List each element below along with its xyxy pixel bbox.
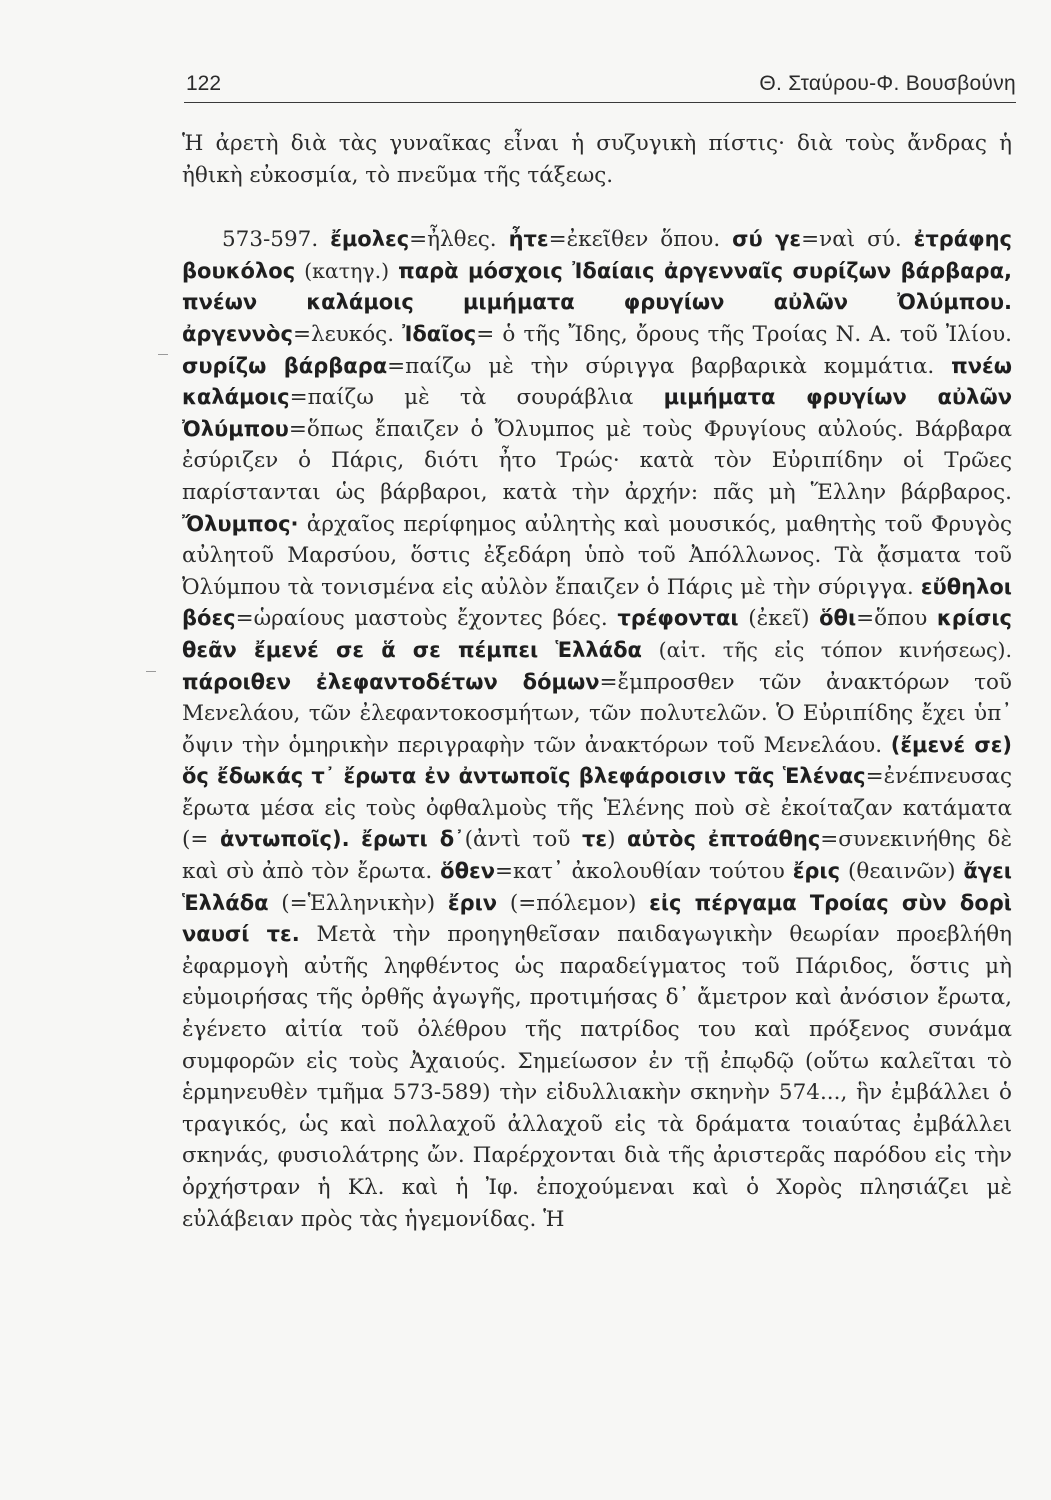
headword-othen: ὅθεν xyxy=(440,859,496,884)
headword-eroti: ἔρωτι δ᾿ xyxy=(361,827,465,852)
commentary-conclusion: Μετὰ τὴν προηγηθεῖσαν παιδαγωγικὴν θεωρίαν προεβλήθη ἐφαρμογὴ αὐτῆς ληφθέντος ὡς παραδείγματος τοῦ Πάριδος, ὅστις μὴ εὐμοιρήσας τῆς ὀρθῆς ἀγωγῆς, προτιμήσας δ᾿ ἄμετρον καὶ ἀνόσιον ἔρωτα, ἐγένετο αἰτία τοῦ ὀλέθρου τῆς πατρίδος του καὶ πρόξενος συνάμα συμφορῶν εἰς τοὺς Ἀχαιούς. Σημείωσον ἐν τῇ ἐπῳδῷ (οὕτω καλεῖται τὸ ἑρμηνευθὲν τμῆμα 573-589) τὴν εἰδυλλιακὴν σκηνὴν 574..., ἣν ἐμβάλλει ὁ τραγικός, ὡς καὶ πολλαχοῦ ἀλλαχοῦ εἰς τὰ δράματα τοιαύτας ἐμβάλλει σκηνάς, φυσιολάτρης ὤν. Παρέρχονται διὰ τῆς ἀριστερᾶς παρόδου εἰς τὴν ὀρχήστραν ἡ Κλ. καὶ ἡ Ἰφ. ἐποχούμεναι καὶ ὁ Χορὸς πλησιάζει μὲ εὐλάβειαν πρὸς τὰς ἡγεμονίδας. Ἡ xyxy=(182,922,1012,1232)
note-polemon: (=πόλεμον) xyxy=(509,890,637,916)
gloss-eutheloi: =ὡραίους μαστοὺς ἔχοντες βόες. xyxy=(235,606,608,632)
headword-paroithen: πάροιθεν ἐλεφαντοδέτων δόμων xyxy=(182,669,600,694)
headword-olympos: Ὄλυμπος· xyxy=(182,511,299,536)
note-kategorema: (κατηγ.) xyxy=(304,258,390,283)
note-ekei: (ἐκεῖ) xyxy=(748,606,810,632)
headword-idaios: Ἰδαῖος xyxy=(402,321,477,346)
headword-syrizo: συρίζω βάρβαρα xyxy=(182,353,388,378)
margin-mark xyxy=(158,354,168,355)
gloss-paroithen: =ἔμπροσθεν τῶν ἀνακτόρων τοῦ Μενελάου, τῶν ἐλεφαντοκοσμήτων, τῶν πολυτελῶν. Ὁ Εὐριπίδης ἔχει ὑπ᾿ ὄψιν τὴν ὁμηρικὴν περιγραφὴν τῶν ἀνακτόρων τοῦ Μενελάου. xyxy=(182,669,1012,758)
headword-edokas: (ἔμενέ σε) ὅς ἔδωκάς τ᾿ ἔρωτα ἐν ἀντωποῖς βλεφάροισιν τᾶς Ἑλένας xyxy=(182,732,1012,789)
headword-emoles: ἔμολες xyxy=(330,227,410,252)
gloss-othen: =κατ᾿ ἀκολουθίαν τούτου xyxy=(495,859,785,885)
gloss-olympos: ἀρχαῖος περίφημος αὐλητὴς καὶ μουσικός, μαθητὴς τοῦ Φρυγὸς αὐλητοῦ Μαρσύου, ὅστις ἐξεδάρη ὑπὸ τοῦ Ἀπόλλωνος. Τὰ ᾄσματα τοῦ Ὀλύμπου τὰ τονισμένα εἰς αὐλὸν ἔπαιζεν ὁ Πάρις μὲ τὴν σύριγγα. xyxy=(182,511,1012,600)
note-anti-tou: (ἀντὶ τοῦ xyxy=(464,827,571,853)
headword-etraphes: ἐτράφης βουκόλος xyxy=(182,227,1013,283)
page-header xyxy=(186,72,1016,102)
headword-te: τε xyxy=(581,827,608,852)
gloss-idaios: = ὁ τῆς Ἴδης, ὄρους τῆς Τροίας Ν. Α. τοῦ Ἰλίου. xyxy=(476,321,1012,347)
headword-trephontai: τρέφονται xyxy=(617,606,739,631)
headword-othi: ὅθι xyxy=(819,606,857,631)
headword-ete: ἦτε xyxy=(508,227,549,252)
headword-mimemata: μιμήματα φρυγίων αὐλῶν Ὀλύμπου xyxy=(182,385,1012,441)
commentary-text xyxy=(182,128,1012,1235)
note-ait: (αἰτ. τῆς εἰς τόπον κινήσεως). xyxy=(658,637,1012,662)
headword-erin: ἔριν xyxy=(447,890,498,915)
note-hellenikin: (=Ἑλληνικὴν) xyxy=(281,890,436,916)
verse-range: 573-597. xyxy=(222,227,319,253)
gloss-edokas: =ἐνέπνευσας ἔρωτα μέσα εἰς τοὺς ὀφθαλμοὺς τῆς Ἑλένης ποὺ σὲ ἐκοίταζαν κατάματα (= xyxy=(182,764,1012,853)
note-close-paren: ) xyxy=(607,827,616,853)
headword-antopois: ἀντωποῖς). xyxy=(219,827,350,852)
quotation-para-moschois: παρὰ μόσχοις Ἰδαίαις ἀργενναῖς συρίζων βάρβαρα, πνέων καλάμοις μιμήματα φρυγίων αὐλῶν Ὀλύμπου. xyxy=(182,258,1012,315)
headword-sy-ge: σύ γε xyxy=(732,227,802,252)
gloss-eptoathes: =συνεκινήθης δὲ καὶ σὺ ἀπὸ τὸν ἔρωτα. xyxy=(182,827,1012,885)
note-theainon: (θεαινῶν) xyxy=(847,859,956,885)
gloss-mimemata: =ὅπως ἔπαιζεν ὁ Ὄλυμπος μὲ τοὺς Φρυγίους αὐλούς. Βάρβαρα ἐσύριζεν ὁ Πάρις, διότι ἦτο Τρώς· κατὰ τὸν Εὐριπίδην οἱ Τρῶες παρίστανται ὡς βάρβαροι, κατὰ τὴν ἀρχήν: πᾶς μὴ Ἕλλην βάρβαρος. xyxy=(182,416,1012,505)
gloss-sy-ge: =ναὶ σύ. xyxy=(801,227,902,253)
gloss-emoles: =ἦλθες. xyxy=(409,227,497,253)
paragraph-commentary-573-597 xyxy=(182,224,1012,1235)
headword-eris: ἔρις xyxy=(792,859,841,884)
headword-krisis: κρίσις θεᾶν ἔμενέ σε ἅ σε πέμπει Ἑλλάδα xyxy=(182,606,1012,662)
running-title: Θ. Σταύρου-Φ. Βουσβούνη xyxy=(759,72,1016,95)
headword-eutheloi: εὔθηλοι βόες xyxy=(182,574,1012,631)
headword-eptoathes: αὐτὸς ἐπτοάθης xyxy=(627,827,821,852)
gloss-pneo: =παίζω μὲ τὰ σουράβλια xyxy=(289,385,634,411)
header-rule xyxy=(184,102,1016,103)
headword-pergama: εἰς πέργαμα Τροίας σὺν δορὶ ναυσί τε. xyxy=(182,890,1012,947)
gloss-othi: =ὅπου xyxy=(856,606,928,632)
gloss-syrizo: =παίζω μὲ τὴν σύριγγα βαρβαρικὰ κομμάτια. xyxy=(387,353,935,379)
headword-argennos: ἀργεννὸς xyxy=(182,321,293,346)
gloss-ete: =ἐκεῖθεν ὅπου. xyxy=(548,227,721,253)
gloss-argennos: =λευκός. xyxy=(292,321,395,347)
paragraph-virtue: Ἡ ἀρετὴ διὰ τὰς γυναῖκας εἶναι ἡ συζυγικὴ πίστις· διὰ τοὺς ἄνδρας ἡ ἠθικὴ εὐκοσμία, τὸ πνεῦμα τῆς τάξεως. xyxy=(182,131,1012,188)
page-number: 122 xyxy=(186,72,222,95)
headword-agei-hellada: ἄγει Ἑλλάδα xyxy=(182,859,1012,915)
headword-pneo: πνέω καλάμοις xyxy=(182,353,1012,410)
margin-mark xyxy=(146,671,156,672)
